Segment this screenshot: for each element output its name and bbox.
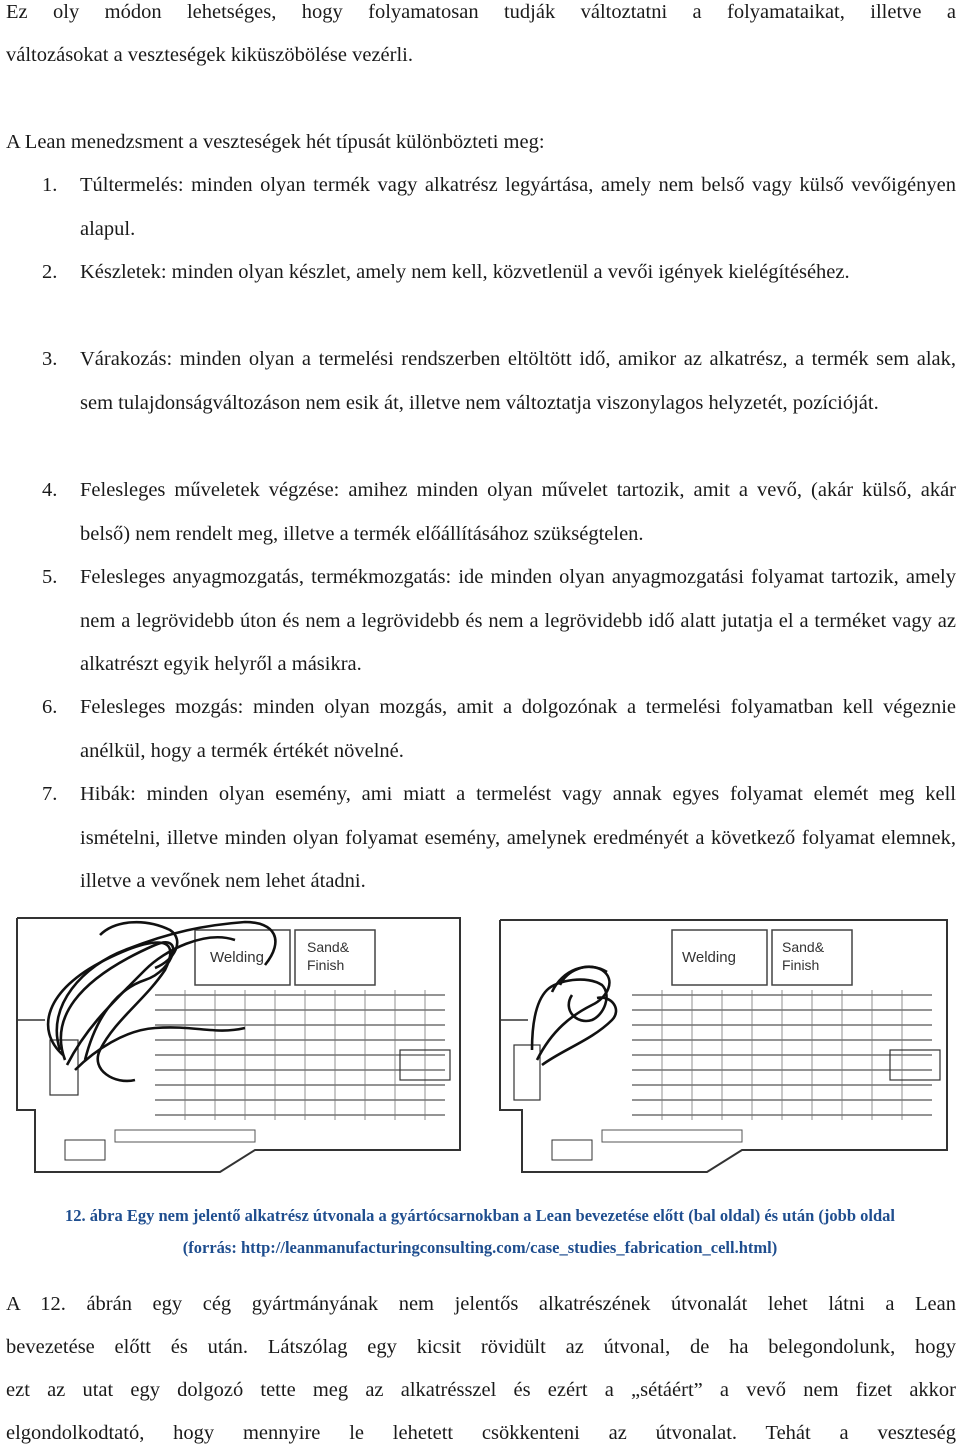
finish-label: Finish [782, 957, 820, 973]
closing-line-1: A 12. ábrán egy cég gyártmányának nem jelentős alkatrészének útvonalát lehet látni a Lean [6, 1293, 956, 1315]
waste-item-2 [6, 251, 956, 295]
welding-label: Welding [682, 949, 736, 966]
sand-label: Sand& [307, 939, 350, 955]
floor-plan-after-drawing [492, 910, 954, 1186]
waste-item-6 [6, 686, 956, 773]
waste-number: 2. [42, 261, 58, 283]
floor-plan-figure [5, 910, 955, 1186]
waste-number: 1. [42, 174, 58, 196]
closing-line-2: bevezetése előtt és után. Látszólag egy kicsit rövidült az útvonal, de ha belegondolunk, hogy [6, 1336, 956, 1358]
lead-sentence: A Lean menedzsment a veszteségek hét típusát különbözteti meg: [6, 131, 545, 153]
floor-plan-before-drawing [5, 910, 467, 1186]
sand-label: Sand& [782, 939, 825, 955]
waste-item-7 [6, 773, 956, 904]
waste-item-4 [6, 469, 956, 556]
waste-number: 6. [42, 696, 58, 718]
waste-number: 7. [42, 783, 58, 805]
waste-text: Készletek: minden olyan készlet, amely nem kell, közvetlenül a vevői igények kielégítéséhez. [80, 261, 850, 283]
waste-item-1 [6, 164, 956, 251]
floor-plan-before [5, 910, 467, 1186]
waste-text: Felesleges anyagmozgatás, termékmozgatás: ide minden olyan anyagmozgatási folyamat tartozik, amely nem a legrövidebb úton és nem a legrövidebb és nem a legrövidebb idő alatt jutatja el a terméket vagy az alkatrészt egyik helyről a másikra. [80, 566, 956, 675]
waste-number: 3. [42, 348, 58, 370]
figure-caption-line-1: 12. ábra Egy nem jelentő alkatrész útvonala a gyártócsarnokban a Lean bevezetése előtt (bal oldal) és után (jobb oldal [64, 1206, 895, 1225]
figure-caption-line-2: (forrás: http://leanmanufacturingconsulting.com/case_studies_fabrication_cell.html) [182, 1238, 778, 1257]
waste-text: Felesleges mozgás: minden olyan mozgás, amit a dolgozónak a termelési folyamatban kell végeznie anélkül, hogy a termék értékét növelné. [80, 696, 956, 762]
welding-label: Welding [210, 949, 264, 966]
waste-text: Hibák: minden olyan esemény, ami miatt a termelést vagy annak egyes folyamat elemét meg kell ismételni, illetve minden olyan folyamat esemény, amelynek eredményét a következő folyamat elemnek, illetve a vevőnek nem lehet átadni. [80, 783, 956, 892]
waste-item-5 [6, 556, 956, 687]
waste-text: Várakozás: minden olyan a termelési rendszerben eltöltött idő, amikor az alkatrész, a termék sem alak, sem tulajdonságváltozáson nem esik át, illetve nem változtatja viszonylagos helyzetét, pozícióját. [80, 348, 956, 414]
waste-text: Felesleges műveletek végzése: amihez minden olyan művelet tartozik, amit a vevő, (akár külső, akár belső) nem rendelt meg, illetve a termék előállításához szükségtelen. [80, 479, 956, 545]
intro-line-2: változásokat a veszteségek kiküszöbölése vezérli. [6, 44, 413, 66]
waste-number: 4. [42, 479, 58, 501]
waste-item-3 [6, 338, 956, 425]
closing-line-3: ezt az utat egy dolgozó tette meg az alkatrésszel és ezért a „sétáért” a vevő nem fizet akkor [6, 1379, 956, 1401]
waste-number: 5. [42, 566, 58, 588]
intro-line-1: Ez oly módon lehetséges, hogy folyamatosan tudják változtatni a folyamataikat, illetve a [6, 1, 956, 23]
closing-line-4: elgondolkodtató, hogy mennyire le lehetett csökkenteni az útvonalat. Tehát a veszteség [6, 1422, 956, 1444]
finish-label: Finish [307, 957, 345, 973]
waste-text: Túltermelés: minden olyan termék vagy alkatrész legyártása, amely nem belső vagy külső vevőigényen alapul. [80, 174, 956, 240]
floor-plan-after [492, 910, 954, 1186]
